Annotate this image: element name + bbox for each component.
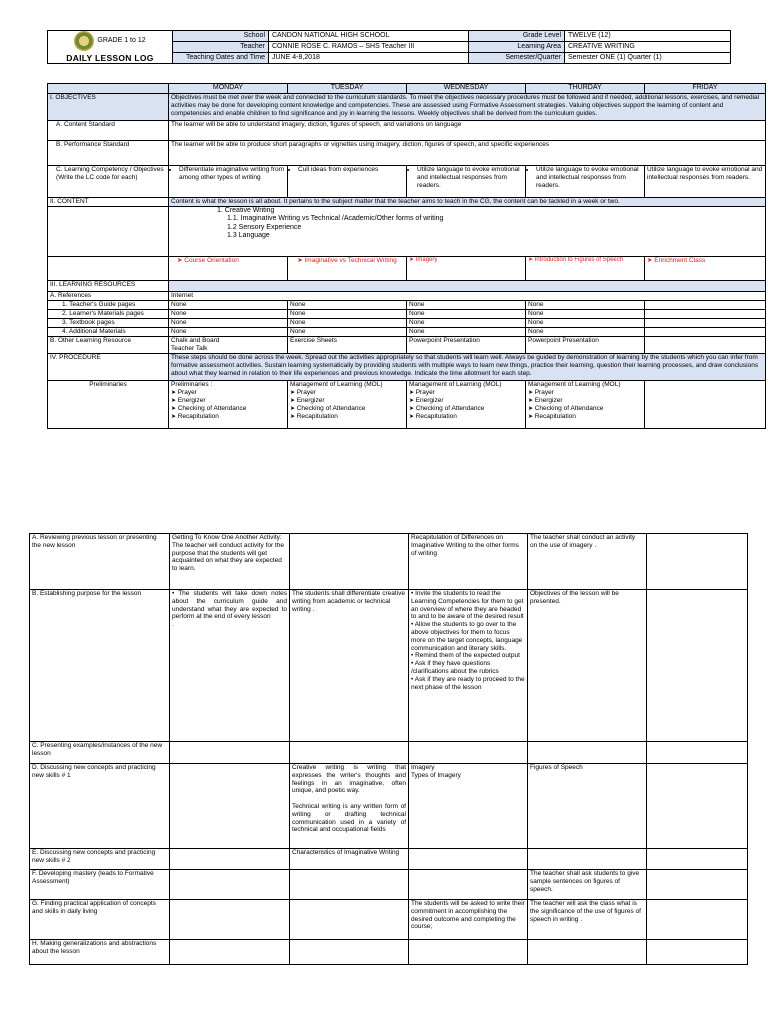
- dates-value: JUNE 4-8,2018: [269, 53, 469, 64]
- additional-materials-label: 4. Additional Materials: [48, 328, 169, 337]
- step-d-thursday: Figures of Speech: [528, 764, 647, 849]
- step-e-tuesday: Characteristics of Imaginative Writing: [290, 849, 409, 870]
- prelim-wednesday: Management of Learning (MOL) ➤ Prayer ➤ Energizer ➤ Checking of Attendance ➤ Recapitulation: [407, 381, 526, 429]
- dates-label: Teaching Dates and Time: [173, 53, 269, 64]
- step-d-label: D. Discussing new concepts and practicing new skills # 1: [30, 764, 170, 849]
- step-b-monday: • The students will take down notes about the curriculum guide and understand what they are expected to perform at the end of every lesson .: [170, 590, 290, 742]
- school-label: School: [173, 31, 269, 42]
- preliminaries-label: Preliminaries: [48, 381, 169, 429]
- references-value: Internet: [169, 292, 766, 301]
- competency-friday: Utilize language to evoke emotional and intellectual responses from readers.: [645, 166, 766, 198]
- content-outline: [169, 207, 766, 257]
- day-monday: MONDAY: [169, 84, 288, 94]
- step-g-wednesday: The students will be asked to write their commitment in accomplishing the desired outcome and completing the course;: [409, 900, 528, 940]
- performance-standard-label: B. Performance Standard: [48, 141, 169, 166]
- step-a-thursday: The teacher shall conduct an activity on the use of imagery .: [528, 534, 647, 590]
- day-tuesday: TUESDAY: [288, 84, 407, 94]
- step-a-wednesday: Recapitulation of Differences on Imaginative Writing to the other forms of writing: [409, 534, 528, 590]
- outline-item-1: 1. Creative Writing: [217, 207, 275, 214]
- prelim-monday: Preliminaries : ➤ Prayer ➤ Energizer ➤ Checking of Attendance ➤ Recapitulation: [169, 381, 288, 429]
- procedure-text: These steps should be done across the week. Spread out the activities appropriately so that students will learn well. Always be guided by demonstration of learning by the students which you can infer from formative assessment activities. Sustain learning systematically by providing students with multiple ways to learn new things, practice their learning, question their learning processes, and draw conclusions about what they learned in relation to their life experiences and previous knowledge. Indicate the time allotment for each step.: [169, 354, 766, 381]
- day-friday: FRIDAY: [645, 84, 766, 94]
- step-b-thursday: Objectives of the lesson will be presented.: [528, 590, 647, 742]
- content-standard-text: The learner will be able to understand imagery, diction, figures of speech, and variations on language: [169, 121, 766, 141]
- references-label: A. References: [48, 292, 169, 301]
- step-c-label: C. Presenting examples/instances of the new lesson: [30, 742, 170, 764]
- performance-standard-text: The learner will be able to produce short paragraphs or vignettes using imagery, diction, figures of speech, and specific experiences: [169, 141, 766, 166]
- content-standard-label: A. Content Standard: [48, 121, 169, 141]
- competency-wednesday: • Utilize language to evoke emotional and intellectual responses from readers.: [407, 166, 526, 198]
- learners-materials-label: 2. Learner's Materials pages: [48, 310, 169, 319]
- teacher-label: Teacher: [173, 42, 269, 53]
- days-row: [48, 84, 766, 94]
- semester-value: Semester ONE (1) Quarter (1): [565, 53, 731, 64]
- grade-range: GRADE 1 to 12: [97, 36, 146, 44]
- topic-wednesday: ➤ Imagery: [407, 257, 526, 281]
- grade-level-value: TWELVE (12): [565, 31, 731, 42]
- content-label: II. CONTENT: [48, 198, 169, 207]
- day-wednesday: WEDNESDAY: [407, 84, 526, 94]
- procedure-label: IV. PROCEDURE: [48, 354, 169, 381]
- prelim-thursday: Management of Learning (MOL) ➤ Prayer ➤ Energizer ➤ Checking of Attendance ➤ Recapitulation: [526, 381, 645, 429]
- competency-tuesday: • Cull ideas from experiences: [288, 166, 407, 198]
- learning-area-label: Learning Area: [469, 42, 565, 53]
- step-b-label: B. Establishing purpose for the lesson: [30, 590, 170, 742]
- other-resource-monday: Chalk and Board Teacher Talk: [169, 337, 288, 354]
- topic-monday: ➤ Course Orientation: [169, 257, 288, 281]
- lesson-table-page1: MONDAY TUESDAY WEDNESDAY THURDAY FRIDAY I. OBJECTIVES Objectives must be met over the week and connected to the curriculum standards. To meet the objectives necessary procedures must be followed and if needed, additional lessons, exercises, and remedial activities may be done for developing content knowledge and competencies. These are assessed using Formative Assessment strategies. Valuing objectives support the learning of content and competencies and enable children to find significance and joy in learning the lessons. Weekly objectives shall be derived from the curriculum guides. A. Content Standard The learner will be able to understand imagery, diction, figures of speech, and variations on language B. Performance Standard The learner will be able to produce short paragraphs or vignettes using imagery, diction, figures of speech, and specific experiences C. Learning Competency / Objectives (Write the LC code for each) • Differentiate imaginative writing from among other types of writing • Cull ideas from experiences • Utilize language to evoke emotional and intellectual responses from readers. • Utilize language to evoke emotional and intellectual responses from readers. Utilize language to evoke emotional and intellectual responses from readers. II. CONTENT Content is what the lesson is all about. It pertains to the subject matter that the teacher aims to teach in the CG, the content can be tackled in a week or two. 1. Creative Writing 1.1. Imaginative Writing vs Technical /Academic/Other forms of writing 1.2 Sensory Experience 1.3 Language ➤ Course Orientation ➤ Imaginative vs Technical Writing ➤ Imagery ➤ Introduction to Figures of Speech ➤ Enrichment Class III. LEARNING RESOURCES A. References Internet 1. Teacher's Guide pages None None None None 2. Learner's Materials pages None None None None 3. Textbook pages None None None None 4. Additional Materials None None None None B. Other Learning Resource Chalk and Board Teacher Talk Exercise Sheets Powerpoint Presentation Powerpoint Presentation IV. PROCEDURE These steps should be done across the week. Spread out the activities appropriately so that students will learn well. Always be guided by demonstration of learning by the students which you can infer from formative assessment activities. Sustain learning systematically by providing students with multiple ways to learn new things, practice their learning, question their learning processes, and draw conclusions about what they learned in relation to their life experiences and previous knowledge. Indicate the time allotment for each step. Preliminaries Preliminaries : ➤ Prayer ➤ Energizer ➤ Checking of Attendance ➤ Recapitulation Management of Learning (MOL) ➤ Prayer ➤ Energizer ➤ Checking of Attendance ➤ Recapitulation Management of Learning (MOL) ➤ Prayer ➤ Energizer ➤ Checking of Attendance ➤ Recapitulation Management of Learning (MOL) ➤ Prayer ➤ Energizer ➤ Checking of Attendance ➤ Recapitulation: [47, 83, 766, 429]
- content-text: Content is what the lesson is all about. It pertains to the subject matter that the teacher aims to teach in the CG, the content can be tackled in a week or two.: [169, 198, 766, 207]
- document-title: DAILY LESSON LOG: [66, 53, 154, 63]
- semester-label: Semester/Quarter: [469, 53, 565, 64]
- step-g-thursday: The teacher will ask the class what is the significance of the use of figures of speech in writing .: [528, 900, 647, 940]
- step-e-label: E. Discussing new concepts and practicing new skills # 2: [30, 849, 170, 870]
- grade-level-label: Grade Level: [469, 31, 565, 42]
- competency-monday: • Differentiate imaginative writing from among other types of writing: [169, 166, 288, 198]
- outline-item-1-2: 1.2 Sensory Experience: [227, 223, 302, 231]
- school-value: CANDON NATIONAL HIGH SCHOOL: [269, 31, 469, 42]
- step-b-tuesday: The students shall differentiate creative writing from academic or technical writing .: [290, 590, 409, 742]
- competency-label: C. Learning Competency / Objectives (Write the LC code for each): [48, 166, 169, 198]
- deped-seal-icon: [74, 31, 94, 51]
- day-thursday: THURDAY: [526, 84, 645, 94]
- textbook-pages-label: 3. Textbook pages: [48, 319, 169, 328]
- other-resource-thursday: Powerpoint Presentation: [526, 337, 645, 354]
- outline-item-1-3: 1.3 Language: [227, 232, 270, 240]
- resources-label: III. LEARNING RESOURCES: [48, 281, 169, 292]
- prelim-friday: [645, 381, 766, 429]
- step-g-label: G. Finding practical application of concepts and skills in daily living: [30, 900, 170, 940]
- other-resource-tuesday: Exercise Sheets: [288, 337, 407, 354]
- step-f-thursday: The teacher shall ask students to give sample sentences on figures of speech.: [528, 870, 647, 900]
- step-h-label: H. Making generalizations and abstractions about the lesson: [30, 940, 170, 965]
- header-logo-cell: [48, 31, 173, 64]
- objectives-label: I. OBJECTIVES: [48, 94, 169, 121]
- step-d-tuesday: Creative writing is writing that expresses the writer's thoughts and feelings in an imaginative, often unique, and poetic way. Technical writing is any written form of writing or drafting technical communication used in a variety of technical and occupational fields: [290, 764, 409, 849]
- step-d-wednesday: Imagery Types of Imagery: [409, 764, 528, 849]
- prelim-tuesday: Management of Learning (MOL) ➤ Prayer ➤ Energizer ➤ Checking of Attendance ➤ Recapitulation: [288, 381, 407, 429]
- learning-area-value: CREATIVE WRITING: [565, 42, 731, 53]
- header-table: [47, 30, 731, 64]
- competency-thursday: • Utilize language to evoke emotional and intellectual responses from readers.: [526, 166, 645, 198]
- lesson-table-page2: [29, 533, 748, 965]
- step-a-label: A. Reviewing previous lesson or presenting the new lesson: [30, 534, 170, 590]
- teachers-guide-label: 1. Teacher's Guide pages: [48, 301, 169, 310]
- other-resource-label: B. Other Learning Resource: [48, 337, 169, 354]
- teacher-value: CONNIE ROSE C. RAMOS – SHS Teacher III: [269, 42, 469, 53]
- other-resource-friday: [645, 337, 766, 354]
- topic-friday: ➤ Enrichment Class: [645, 257, 766, 281]
- other-resource-wednesday: Powerpoint Presentation: [407, 337, 526, 354]
- topic-tuesday: ➤ Imaginative vs Technical Writing: [288, 257, 407, 281]
- topic-thursday: ➤ Introduction to Figures of Speech: [526, 257, 645, 281]
- step-a-monday: Getting To Know One Another Activity: The teacher will conduct activity for the purpose that the students will get acquainted on what they are expected to learn.: [170, 534, 290, 590]
- step-b-wednesday: • Invite the students to read the Learning Competencies for them to get an overview of where they are headed to and to be aware of the desired result • Allow the students to go over to the above objectives for them to focus more on the target concepts, language communication and literary skills. • Remind them of the expected output • Ask if they have questions /clarifications about the rubrics • Ask if they are ready to proceed to the next phase of the lesson: [409, 590, 528, 742]
- objectives-text: Objectives must be met over the week and connected to the curriculum standards. To meet the objectives necessary procedures must be followed and if needed, additional lessons, exercises, and remedial activities may be done for developing content knowledge and competencies. These are assessed using Formative Assessment strategies. Valuing objectives support the learning of content and competencies and enable children to find significance and joy in learning the lessons. Weekly objectives shall be derived from the curriculum guides.: [169, 94, 766, 121]
- outline-item-1-1: 1.1. Imaginative Writing vs Technical /Academic/Other forms of writing: [227, 215, 444, 223]
- step-f-label: F. Developing mastery (leads to Formative Assessment): [30, 870, 170, 900]
